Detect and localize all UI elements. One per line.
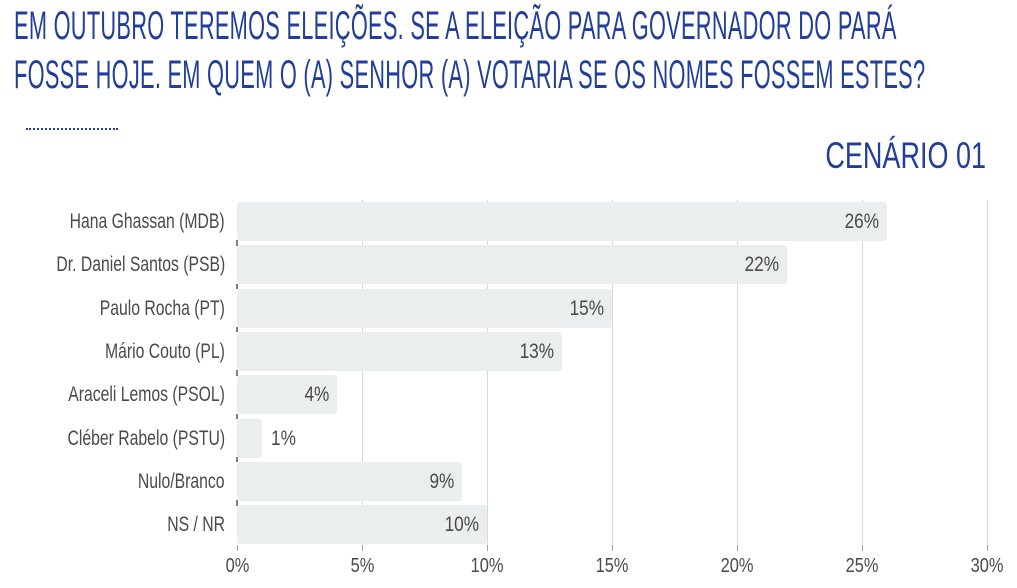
x-axis-tick-label (802, 554, 922, 578)
category-axis-tick (236, 457, 238, 463)
category-axis-tick (236, 284, 238, 290)
x-axis-tick-label (927, 554, 1017, 578)
x-axis-tick (987, 545, 988, 551)
value-label-text: 1% (271, 426, 296, 450)
value-label (837, 202, 879, 241)
category-axis-tick (236, 500, 238, 506)
value-label (437, 505, 479, 544)
value-label-text: 26% (844, 210, 879, 233)
gridline (862, 200, 863, 546)
value-label-text: 22% (744, 253, 779, 277)
category-label (0, 202, 225, 241)
category-label (0, 245, 225, 284)
survey-question-text-1: EM OUTUBRO TEREMOS ELEIÇÕES. SE A ELEIÇÃO PARA GOVERNADOR DO PARÁ (14, 4, 897, 48)
category-label-text: Cléber Rabelo (PSTU) (67, 426, 225, 450)
x-axis-tick (237, 545, 238, 551)
category-axis-tick (236, 327, 238, 333)
value-label-text: 4% (304, 383, 329, 407)
x-axis-tick-label (677, 554, 797, 578)
value-label-text: 9% (429, 469, 454, 493)
value-label (299, 375, 329, 414)
x-axis-tick-label-text: 10% (470, 555, 504, 577)
category-label-text: Paulo Rocha (PT) (99, 296, 225, 320)
x-axis-tick (362, 545, 363, 551)
x-axis-tick-label-text: 20% (720, 555, 754, 577)
value-label (424, 462, 454, 501)
category-label (0, 462, 225, 501)
category-label-text: NS / NR (167, 513, 225, 537)
x-axis-tick-label-text: 15% (595, 555, 629, 577)
x-axis-tick-label-text: 30% (970, 555, 1004, 577)
scenario-label-text: CENÁRIO 01 (825, 135, 986, 176)
x-axis-tick-label (552, 554, 672, 578)
x-axis-tick-label (177, 554, 297, 578)
category-label (0, 332, 225, 371)
bar (237, 245, 787, 284)
category-label-text: Mário Couto (PL) (105, 339, 225, 363)
bar (237, 289, 612, 328)
x-axis-tick-label-text: 5% (350, 555, 374, 577)
bar (237, 202, 887, 241)
value-label (737, 245, 779, 284)
x-axis-tick-label-text: 0% (225, 555, 249, 577)
x-axis-tick (862, 545, 863, 551)
x-axis-tick-label-text: 25% (845, 555, 879, 577)
category-axis-tick (236, 240, 238, 246)
x-axis-tick (487, 545, 488, 551)
survey-question-text-2: FOSSE HOJE. EM QUEM O (A) SENHOR (A) VOTARIA SE OS NOMES FOSSEM ESTES? (14, 53, 926, 97)
x-axis-tick-label (427, 554, 547, 578)
value-label-text: 10% (444, 513, 479, 537)
value-label-text: 15% (569, 296, 604, 320)
value-label (512, 332, 554, 371)
x-axis-tick (737, 545, 738, 551)
bar (237, 419, 262, 458)
gridline (987, 200, 988, 546)
value-label-text: 13% (519, 339, 554, 363)
category-label-text: Araceli Lemos (PSOL) (68, 383, 225, 407)
category-label-text: Hana Ghassan (MDB) (70, 210, 225, 233)
value-label (562, 289, 604, 328)
value-label (271, 419, 301, 458)
category-label (0, 375, 225, 414)
category-label (0, 289, 225, 328)
category-label (0, 419, 225, 458)
category-label-text: Nulo/Branco (138, 469, 225, 493)
x-axis-tick-label (302, 554, 422, 578)
category-axis-tick (236, 370, 238, 376)
category-axis-tick (236, 414, 238, 420)
category-label-text: Dr. Daniel Santos (PSB) (56, 253, 226, 277)
category-label (0, 505, 225, 544)
x-axis-tick (612, 545, 613, 551)
